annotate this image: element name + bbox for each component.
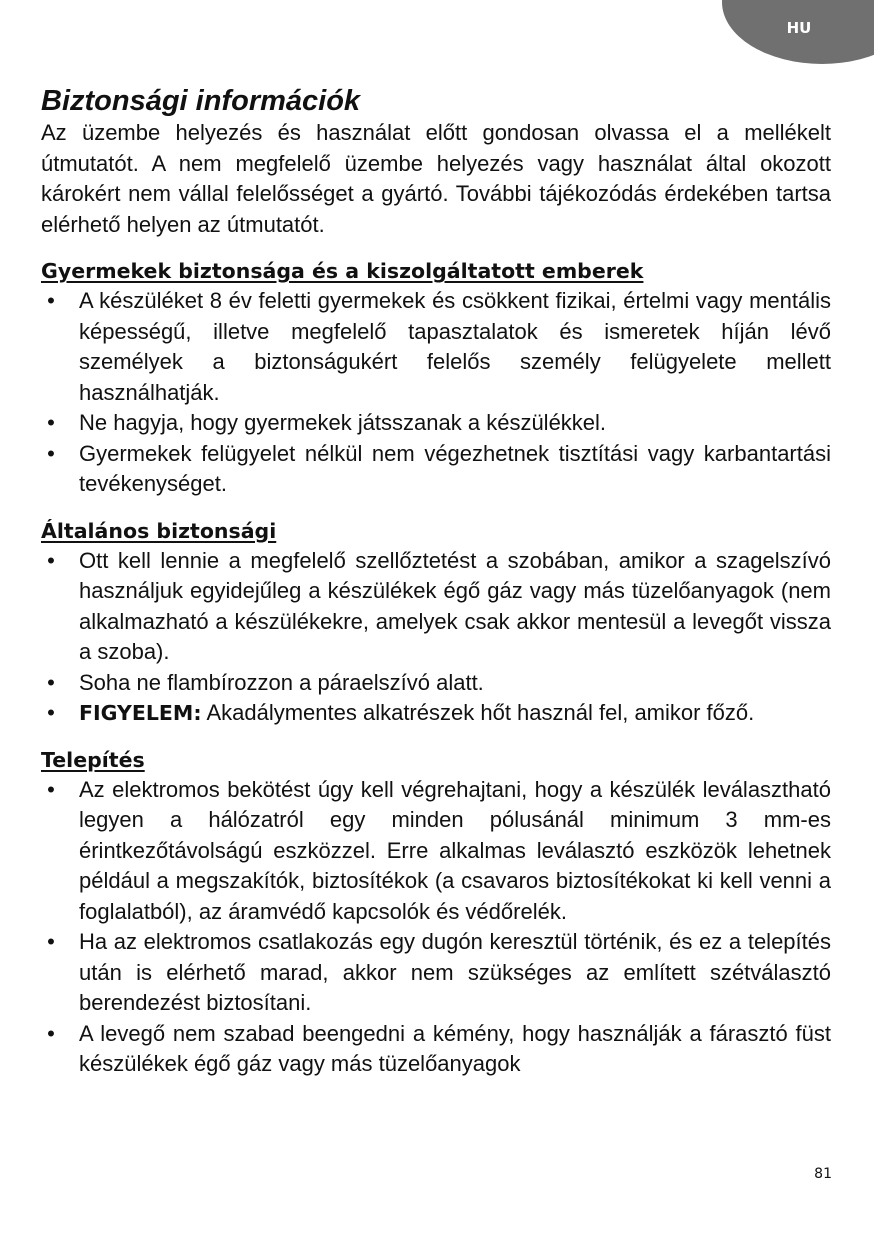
bullet-icon: • [47,669,55,695]
bullet-icon: • [47,410,55,435]
page-title: Biztonsági információk [41,85,361,117]
intro-paragraph: Az üzembe helyezés és használat előtt gondosan olvassa el a mellékelt útmutatót. A nem megfelelő üzembe helyezés vagy használat által okozott károkért nem vállal felelősséget a gyártó. További tájékozódás érdekében tartsa elérhető helyen az útmutatót. [41,120,831,237]
warning-text: Akadálymentes alkatrészek hőt használ fel, amikor főző. [206,700,755,725]
section-heading-installation: Telepítés [41,747,145,772]
list-item: • Soha ne flambírozzon a páraelszívó alatt. [41,668,831,699]
list-item: • Gyermekek felügyelet nélkül nem végezhetnek tisztítási vagy karbantartási tevékenységet. [41,439,831,500]
list-item: • Ha az elektromos csatlakozás egy dugón keresztül történik, és ez a telepítés után is elérhető marad, akkor nem szükséges az említett szétválasztó berendezést biztosítani. [41,927,831,1019]
bullet-icon: • [47,1020,55,1046]
bullet-icon: • [47,440,55,466]
bullet-icon: • [47,547,55,573]
page-number: 81 [814,1166,832,1182]
bullet-icon: • [47,288,55,313]
section-heading-general-safety: Általános biztonsági [41,518,277,543]
language-label: HU [786,19,812,37]
warning-label: FIGYELEM: [79,701,202,725]
list-item: • Ne hagyja, hogy gyermekek játsszanak a készülékkel. [41,408,831,439]
installation-list [41,775,831,1080]
bullet-icon: • [47,700,55,725]
document-body [41,84,831,1080]
list-item: • Ott kell lennie a megfelelő szellőztetést a szobában, amikor a szagelszívó használjuk egyidejűleg a készülékek égő gáz vagy más tüzelőanyagok (nem alkalmazható a készülékekre, amelyek csak akkor mentesül a levegőt vissza a szoba). [41,546,831,668]
list-item: • A készüléket 8 év feletti gyermekek és csökkent fizikai, értelmi vagy mentális képességű, illetve megfelelő tapasztalatok és ismeretek híján lévő személyek a biztonságukért felelős személy felügyelete mellett használhatják. [41,286,831,408]
list-item: • Az elektromos bekötést úgy kell végrehajtani, hogy a készülék leválasztható legyen a hálózatról egy minden pólusánál minimum 3 mm-es érintkezőtávolságú eszközzel. Erre alkalmas leválasztó eszközök lehetnek például a megszakítók, biztosítékok (a csavaros biztosítékokat ki kell venni a foglalatból), az áramvédő kapcsolók és védőrelék. [41,775,831,928]
bullet-icon: • [47,776,55,802]
bullet-icon: • [47,929,55,954]
children-safety-list [41,286,831,500]
section-heading-children-safety: Gyermekek biztonsága és a kiszolgáltatott emberek [41,259,644,283]
warning-item [41,698,831,729]
list-item: • A levegő nem szabad beengedni a kémény, hogy használják a fárasztó füst készülékek égő gáz vagy más tüzelőanyagok [41,1019,831,1080]
general-safety-list [41,546,831,729]
